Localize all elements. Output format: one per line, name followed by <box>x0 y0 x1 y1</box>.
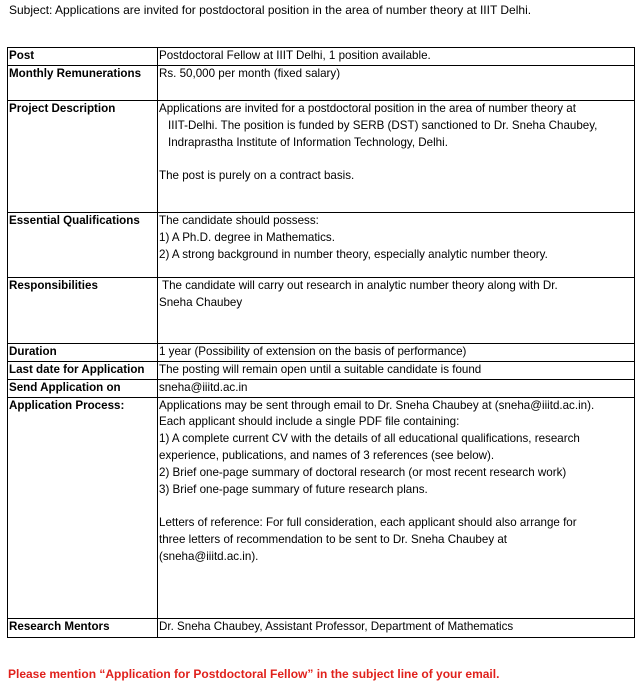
process-label: Application Process: <box>8 397 158 618</box>
project-value <box>158 101 635 213</box>
duration-value: 1 year (Possibility of extension on the basis of performance) <box>158 344 635 362</box>
qualifications-intro: The candidate should possess: <box>159 214 319 227</box>
row-application-process <box>8 397 635 618</box>
row-last-date <box>8 362 635 380</box>
duration-label: Duration <box>8 344 158 362</box>
row-research-mentors <box>8 618 635 637</box>
responsibilities-line-2: Sneha Chaubey <box>159 295 243 309</box>
row-post <box>8 48 635 66</box>
process-line-2: Each applicant should include a single PDF file containing: <box>159 415 460 429</box>
row-qualifications <box>8 213 635 278</box>
process-line-6: 3) Brief one-page summary of future research plans. <box>159 482 428 496</box>
post-label: Post <box>8 48 158 66</box>
row-responsibilities <box>8 278 635 344</box>
references-line-3: (sneha@iiitd.ac.in). <box>159 549 259 563</box>
row-send-application <box>8 379 635 397</box>
send-application-email: sneha@iiitd.ac.in <box>158 379 635 397</box>
mentors-value: Dr. Sneha Chaubey, Assistant Professor, Department of Mathematics <box>158 618 635 637</box>
project-contract-note: The post is purely on a contract basis. <box>159 169 355 183</box>
project-line-1: Applications are invited for a postdoctoral position in the area of number theory at <box>159 102 576 115</box>
last-date-label: Last date for Application <box>8 362 158 380</box>
mentors-label: Research Mentors <box>8 618 158 637</box>
position-details-table <box>7 47 635 638</box>
process-line-5: 2) Brief one-page summary of doctoral research (or most recent research work) <box>159 465 567 479</box>
last-date-value: The posting will remain open until a suitable candidate is found <box>158 362 635 380</box>
process-line-1: Applications may be sent through email to Dr. Sneha Chaubey at (sneha@iiitd.ac.in). <box>159 398 595 412</box>
post-value: Postdoctoral Fellow at IIIT Delhi, 1 position available. <box>158 48 635 66</box>
process-line-3: 1) A complete current CV with the details of all educational qualifications, research <box>159 432 580 446</box>
subject-line: Subject: Applications are invited for postdoctoral position in the area of number theory at IIIT Delhi. <box>9 3 532 17</box>
responsibilities-value <box>158 278 635 344</box>
send-application-label: Send Application on <box>8 379 158 397</box>
references-line-1: Letters of reference: For full consideration, each applicant should also arrange for <box>159 516 577 530</box>
qualifications-value <box>158 213 635 278</box>
subject-line-instruction: Please mention “Application for Postdoctoral Fellow” in the subject line of your email. <box>8 667 500 681</box>
process-value <box>158 397 635 618</box>
remuneration-value: Rs. 50,000 per month (fixed salary) <box>158 66 635 101</box>
project-label: Project Description <box>8 101 158 213</box>
row-duration <box>8 344 635 362</box>
qualifications-item-2: 2) A strong background in number theory, especially analytic number theory. <box>159 247 548 261</box>
process-line-4: experience, publications, and names of 3 references (see below). <box>159 448 495 462</box>
responsibilities-line-1: The candidate will carry out research in analytic number theory along with Dr. <box>159 279 558 292</box>
references-line-2: three letters of recommendation to be sent to Dr. Sneha Chaubey at <box>159 533 508 547</box>
remuneration-label: Monthly Remunerations <box>8 66 158 101</box>
qualifications-label: Essential Qualifications <box>8 213 158 278</box>
project-line-2: IIIT-Delhi. The position is funded by SERB (DST) sanctioned to Dr. Sneha Chaubey, <box>168 118 598 132</box>
qualifications-item-1: 1) A Ph.D. degree in Mathematics. <box>159 230 335 244</box>
row-project-description <box>8 101 635 213</box>
responsibilities-label: Responsibilities <box>8 278 158 344</box>
row-remuneration <box>8 66 635 101</box>
project-line-3: Indraprastha Institute of Information Technology, Delhi. <box>168 135 448 149</box>
